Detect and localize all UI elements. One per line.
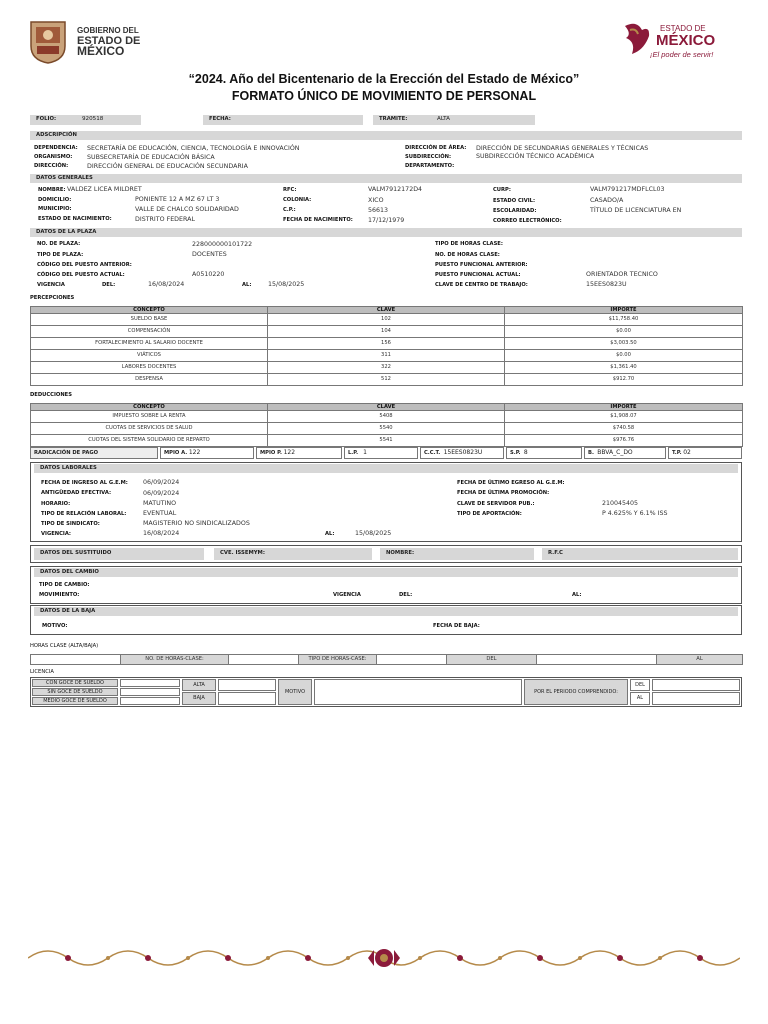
percepciones-table <box>30 306 743 386</box>
table-row <box>31 314 743 326</box>
table-row <box>31 326 743 338</box>
importe-cell: $0.00 <box>505 350 743 362</box>
table-header-row <box>31 307 743 314</box>
nombre-label: NOMBRE: <box>38 187 66 193</box>
direccion-label: DIRECCIÓN: <box>34 163 69 169</box>
brand-slogan: ¡El poder de servir! <box>650 50 714 59</box>
licencia-title: LICENCIA <box>30 669 54 675</box>
horas-cell-empty <box>377 655 447 665</box>
rfc-sust-label: R.F.C <box>548 550 563 556</box>
vigencia-lab-value: 16/08/2024 <box>143 530 180 537</box>
b-label: B. <box>588 450 594 456</box>
sustituto-title: DATOS DEL SUSTITUIDO <box>40 550 112 556</box>
dir-area-label: DIRECCIÓN DE ÁREA: <box>405 145 467 151</box>
header-clave: CLAVE <box>268 307 505 314</box>
issemym-bar <box>214 548 372 560</box>
horas-title: HORAS CLASE (ALTA/BAJA) <box>30 643 99 649</box>
estado-nac-label: ESTADO DE NACIMIENTO: <box>38 216 112 222</box>
deducciones-table <box>30 403 743 447</box>
clave-cell: 102 <box>268 314 505 326</box>
fecha-nac-label: FECHA DE NACIMIENTO: <box>283 217 353 223</box>
horas-table <box>30 654 743 665</box>
gov-line1: GOBIERNO DEL <box>77 26 139 35</box>
licencia-check-3[interactable] <box>120 697 180 705</box>
del-value: 16/08/2024 <box>148 281 185 288</box>
vigencia-lab-label: VIGENCIA: <box>41 531 72 537</box>
horas-row <box>31 655 743 665</box>
clave-cell: 5540 <box>268 423 505 435</box>
importe-cell: $3,003.50 <box>505 338 743 350</box>
table-row <box>31 362 743 374</box>
no-plaza-value: 228000000101722 <box>192 241 253 248</box>
del-horas-cell: DEL <box>447 655 537 665</box>
rfc-label: RFC: <box>283 187 297 193</box>
periodo-label: POR EL PERIODO COMPRENDIDO: <box>524 679 628 705</box>
baja-title: DATOS DE LA BAJA <box>40 608 96 614</box>
folio-value: 920518 <box>82 116 104 122</box>
importe-cell: $11,758.40 <box>505 314 743 326</box>
departamento-label: DEPARTAMENTO: <box>405 163 455 169</box>
tramite-label: TRAMITE: <box>379 116 408 122</box>
al-lic-field[interactable] <box>652 692 740 705</box>
page-title: FORMATO ÚNICO DE MOVIMIENTO DE PERSONAL <box>231 89 537 103</box>
del-label: DEL: <box>102 282 116 288</box>
sindicato-value: MAGISTERIO NO SINDICALIZADOS <box>143 520 250 527</box>
subdireccion-label: SUBDIRECCIÓN: <box>405 154 452 160</box>
folio-label: FOLIO: <box>36 116 57 122</box>
concepto-cell: VIÁTICOS <box>31 350 268 362</box>
cambio-bar <box>34 568 738 577</box>
promocion-label: FECHA DE ÚLTIMA PROMOCIÓN: <box>457 490 550 496</box>
cambio-title: DATOS DEL CAMBIO <box>40 569 99 575</box>
importe-cell: $912.70 <box>505 374 743 386</box>
estado-nac-value: DISTRITO FEDERAL <box>135 216 195 223</box>
cct-pago-label: C.C.T. <box>424 450 441 456</box>
ingreso-label: FECHA DE INGRESO AL G.E.M: <box>41 480 128 486</box>
cod-ant-label: CÓDIGO DEL PUESTO ANTERIOR: <box>37 262 132 268</box>
licencia-check-1[interactable] <box>120 679 180 687</box>
al-horas-cell: AL <box>657 655 743 665</box>
cod-act-value: A0510220 <box>192 271 225 278</box>
sp-label: S.P. <box>510 450 521 456</box>
folio-bar <box>30 115 141 125</box>
generales-bar <box>30 174 742 183</box>
al-lic-label: AL <box>630 692 650 705</box>
organismo-label: ORGANISMO: <box>34 154 73 160</box>
percepciones-title: PERCEPCIONES <box>30 295 75 301</box>
pf-act-label: PUESTO FUNCIONAL ACTUAL: <box>435 272 521 278</box>
cct-value: 15EES0823U <box>586 281 627 288</box>
clave-cell: 5541 <box>268 435 505 447</box>
gov-line2: ESTADO DE <box>77 35 141 47</box>
fecha-label: FECHA: <box>209 116 231 122</box>
con-goce-box: CON GOCE DE SUELDO <box>32 679 118 687</box>
tp-label: T.P. <box>672 450 682 456</box>
sin-goce-box: SIN GOCE DE SUELDO <box>32 688 118 696</box>
mpioa-value: 122 <box>188 449 201 456</box>
sp-value: 8 <box>523 449 528 456</box>
servidor-label: CLAVE DE SERVIDOR PUB.: <box>457 501 535 507</box>
radicacion-box <box>30 447 158 459</box>
clave-cell: 311 <box>268 350 505 362</box>
alta-lic-label: ALTA <box>182 679 216 691</box>
egreso-label: FECHA DE ÚLTIMO EGRESO AL G.E.M: <box>457 480 565 486</box>
concepto-cell: CUOTAS DE SERVICIOS DE SALUD <box>31 423 268 435</box>
importe-cell: $1,361.40 <box>505 362 743 374</box>
tramite-value: ALTA <box>437 116 450 122</box>
deducciones-title: DEDUCCIONES <box>30 392 72 398</box>
concepto-cell: DESPENSA <box>31 374 268 386</box>
movimiento-label: MOVIMIENTO: <box>39 592 80 598</box>
mpioa-label: MPIO A. <box>164 450 188 456</box>
organismo-value: SUBSECRETARÍA DE EDUCACIÓN BÁSICA <box>87 154 215 161</box>
no-horas-cell: NO. DE HORAS-CLASE: <box>121 655 229 665</box>
horas-cell-empty <box>229 655 299 665</box>
baja-lic-label: BAJA <box>182 692 216 705</box>
no-plaza-label: NO. DE PLAZA: <box>37 241 81 247</box>
tipo-plaza-value: DOCENTES <box>192 251 227 258</box>
gov-line3: MÉXICO <box>77 44 125 58</box>
colonia-value: XICO <box>368 197 384 204</box>
motivo-lic-field[interactable] <box>314 679 522 705</box>
horas-cell-empty <box>537 655 657 665</box>
table-row <box>31 435 743 447</box>
clave-cell: 322 <box>268 362 505 374</box>
curp-value: VALM791217MDFLCL03 <box>590 186 665 193</box>
table-row <box>31 350 743 362</box>
alta-lic-field[interactable] <box>218 679 276 691</box>
concepto-cell: COMPENSACIÓN <box>31 326 268 338</box>
coat-of-arms-icon <box>27 18 69 64</box>
nombre-sust-label: NOMBRE: <box>386 550 415 556</box>
tp-box <box>668 447 742 459</box>
importe-cell: $1,908.07 <box>505 411 743 423</box>
fecha-nac-value: 17/12/1979 <box>368 217 405 224</box>
domicilio-label: DOMICILIO: <box>38 197 72 203</box>
municipio-label: MUNICIPIO: <box>38 206 72 212</box>
del-lic-field[interactable] <box>652 679 740 691</box>
municipio-value: VALLE DE CHALCO SOLIDARIDAD <box>135 206 239 213</box>
aportacion-label: TIPO DE APORTACIÓN: <box>457 511 522 517</box>
ingreso-value: 06/09/2024 <box>143 479 180 486</box>
cp-label: C.P.: <box>283 207 296 213</box>
correo-label: CORREO ELECTRÓNICO: <box>493 218 562 224</box>
lp-label: L.P. <box>348 450 359 456</box>
relacion-label: TIPO DE RELACIÓN LABORAL: <box>41 511 127 517</box>
al-lab-label: AL: <box>325 531 335 537</box>
header-concepto: CONCEPTO <box>31 404 268 411</box>
table-header-row <box>31 404 743 411</box>
plaza-bar <box>30 228 742 237</box>
cct-pago-value: 15EES0823U <box>443 449 483 456</box>
al-cambio-label: AL: <box>572 592 582 598</box>
baja-bar <box>34 607 738 616</box>
medio-goce-box: MEDIO GOCE DE SUELDO <box>32 697 118 705</box>
pf-ant-label: PUESTO FUNCIONAL ANTERIOR: <box>435 262 528 268</box>
table-row <box>31 423 743 435</box>
clave-cell: 156 <box>268 338 505 350</box>
concepto-cell: SUELDO BASE <box>31 314 268 326</box>
mpiop-box <box>256 447 342 459</box>
concepto-cell: IMPUESTO SOBRE LA RENTA <box>31 411 268 423</box>
header-concepto: CONCEPTO <box>31 307 268 314</box>
tipo-cambio-label: TIPO DE CAMBIO: <box>39 582 90 588</box>
lp-box <box>344 447 418 459</box>
header-importe: IMPORTE <box>505 307 743 314</box>
concepto-cell: FORTALECIMIENTO AL SALARIO DOCENTE <box>31 338 268 350</box>
aportacion-value: P 4.625% Y 6.1% ISS <box>602 510 668 517</box>
escolaridad-value: TÍTULO DE LICENCIATURA EN <box>590 207 682 214</box>
al-value: 15/08/2025 <box>268 281 305 288</box>
mpioa-box <box>160 447 254 459</box>
al-label: AL: <box>242 282 252 288</box>
gov-logo <box>27 18 147 66</box>
b-value: BBVA_C_DO <box>597 449 633 456</box>
concepto-cell: CUOTAS DEL SISTEMA SOLIDARIO DE REPARTO <box>31 435 268 447</box>
ornamental-border-icon <box>28 940 740 976</box>
issemym-label: CVE. ISSEMYM: <box>220 550 265 556</box>
nombre-value: VALDEZ LICEA MILDRET <box>67 186 142 193</box>
sp-box <box>506 447 582 459</box>
importe-cell: $740.58 <box>505 423 743 435</box>
del-lic-label: DEL <box>630 679 650 691</box>
laborales-title: DATOS LABORALES <box>40 465 97 471</box>
motivo-lic-label: MOTIVO <box>278 679 312 705</box>
vigencia-cambio-label: VIGENCIA <box>333 592 361 598</box>
fecha-baja-label: FECHA DE BAJA: <box>433 623 480 629</box>
no-horas-label: NO. DE HORAS CLASE: <box>435 252 500 258</box>
tramite-bar <box>373 115 535 125</box>
civil-label: ESTADO CIVIL: <box>493 198 536 204</box>
clave-cell: 5408 <box>268 411 505 423</box>
servidor-value: 210045405 <box>602 500 639 507</box>
horario-value: MATUTINO <box>143 500 177 507</box>
table-row <box>31 374 743 386</box>
pf-act-value: ORIENTADOR TECNICO <box>586 271 658 278</box>
subdireccion-value: SUBDIRECCIÓN TÉCNICO ACADÉMICA <box>476 153 595 160</box>
importe-cell: $976.76 <box>505 435 743 447</box>
colonia-label: COLONIA: <box>283 197 312 203</box>
relacion-value: EVENTUAL <box>143 510 177 517</box>
clave-cell: 104 <box>268 326 505 338</box>
cod-act-label: CÓDIGO DEL PUESTO ACTUAL: <box>37 272 125 278</box>
importe-cell: $0.00 <box>505 326 743 338</box>
tipo-plaza-label: TIPO DE PLAZA: <box>37 252 84 258</box>
fecha-bar <box>203 115 363 125</box>
table-row <box>31 338 743 350</box>
dependencia-label: DEPENDENCIA: <box>34 145 78 151</box>
concepto-cell: LABORES DOCENTES <box>31 362 268 374</box>
brand-line2: MÉXICO <box>656 32 716 49</box>
adscripcion-title: ADSCRIPCIÓN <box>36 132 77 138</box>
brand-logo <box>622 18 747 62</box>
curp-label: CURP: <box>493 187 511 193</box>
motivo-baja-label: MOTIVO: <box>42 623 68 629</box>
direccion-value: DIRECCIÓN GENERAL DE EDUCACIÓN SECUNDARIA <box>87 163 248 170</box>
tipo-horas-label: TIPO DE HORAS CLASE: <box>435 241 503 247</box>
mpiop-label: MPIO P. <box>260 450 282 456</box>
del-cambio-label: DEL: <box>399 592 413 598</box>
antig-value: 06/09/2024 <box>143 490 180 497</box>
tipo-horas-cell: TIPO DE HORAS-CASE: <box>299 655 377 665</box>
cct-label: CLAVE DE CENTRO DE TRABAJO: <box>435 282 528 288</box>
dependencia-value: SECRETARÍA DE EDUCACIÓN, CIENCIA, TECNOLOGÍA E INNOVACIÓN <box>87 145 300 152</box>
motto: “2024. Año del Bicentenario de la Erección del Estado de México” <box>188 72 580 86</box>
horario-label: HORARIO: <box>41 501 71 507</box>
sustituto-bar <box>34 548 204 560</box>
dir-area-value: DIRECCIÓN DE SECUNDARIAS GENERALES Y TÉCNICAS <box>476 145 649 152</box>
rfc-value: VALM7912172D4 <box>368 186 423 193</box>
laborales-bar <box>34 464 738 473</box>
domicilio-value: PONIENTE 12 A MZ 67 LT 3 <box>135 196 220 203</box>
mpiop-value: 122 <box>283 449 296 456</box>
al-lab-value: 15/08/2025 <box>355 530 392 537</box>
b-box <box>584 447 666 459</box>
licencia-check-2[interactable] <box>120 688 180 696</box>
pago-row <box>30 447 742 460</box>
tp-value: 02 <box>683 449 691 456</box>
radicacion-label: RADICACIÓN DE PAGO <box>34 450 99 456</box>
bird-icon <box>622 20 652 56</box>
sindicato-label: TIPO DE SINDICATO: <box>41 521 100 527</box>
antig-label: ANTIGÜEDAD EFECTIVA: <box>41 490 112 496</box>
nombre-sust-bar <box>380 548 534 560</box>
cp-value: 56613 <box>368 207 389 214</box>
header-clave: CLAVE <box>268 404 505 411</box>
civil-value: CASADO/A <box>590 197 624 204</box>
baja-lic-field[interactable] <box>218 692 276 705</box>
header-importe: IMPORTE <box>505 404 743 411</box>
brand-line1: ESTADO DE <box>660 24 706 33</box>
lp-value: 1 <box>363 449 367 456</box>
vigencia-label: VIGENCIA <box>37 282 65 288</box>
horas-cell-empty <box>31 655 121 665</box>
plaza-title: DATOS DE LA PLAZA <box>36 229 97 235</box>
adscripcion-bar <box>30 131 742 140</box>
table-row <box>31 411 743 423</box>
rfc-sust-bar <box>542 548 738 560</box>
cct-box <box>420 447 504 459</box>
escolaridad-label: ESCOLARIDAD: <box>493 208 537 214</box>
generales-title: DATOS GENERALES <box>36 175 93 181</box>
clave-cell: 512 <box>268 374 505 386</box>
